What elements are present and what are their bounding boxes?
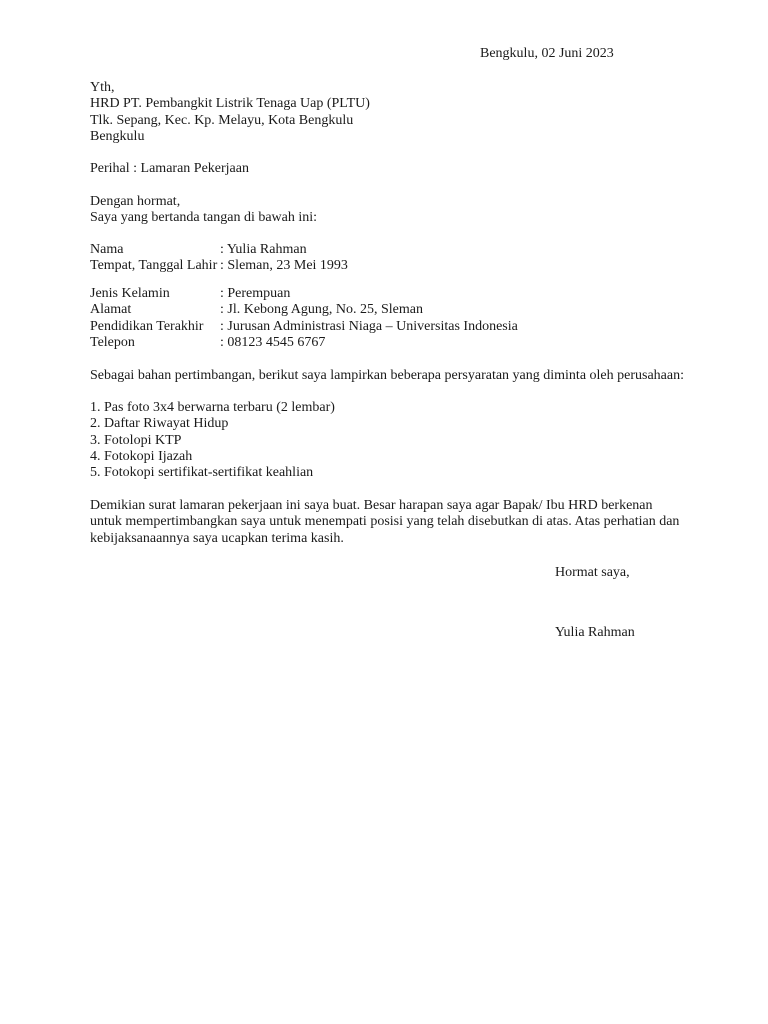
list-item: 2. Daftar Riwayat Hidup	[90, 416, 229, 432]
identity-table-2	[90, 286, 518, 351]
recipient-block	[90, 80, 370, 145]
identity-value: : 08123 4545 6767	[220, 334, 326, 350]
identity-row	[90, 335, 518, 351]
identity-value: : Sleman, 23 Mei 1993	[220, 258, 348, 274]
list-item: 3. Fotolopi KTP	[90, 432, 182, 448]
identity-row	[90, 302, 518, 318]
identity-key: Jenis Kelamin	[90, 286, 170, 301]
paragraph-line: untuk mempertimbangkan saya untuk menempati posisi yang telah disebutkan di atas. Atas perhatian dan	[90, 514, 680, 530]
identity-value: : Jl. Kebong Agung, No. 25, Sleman	[220, 302, 423, 318]
identity-key: Tempat, Tanggal Lahir	[90, 258, 218, 274]
identity-value: : Jurusan Administrasi Niaga – Universitas Indonesia	[220, 318, 518, 334]
paragraph-line: Demikian surat lamaran pekerjaan ini saya buat. Besar harapan saya agar Bapak/ Ibu HRD berkenan	[90, 498, 653, 513]
place-date: Bengkulu, 02 Juni 2023	[480, 46, 614, 61]
identity-key: Alamat	[90, 302, 132, 318]
recipient-line: Yth,	[90, 80, 115, 95]
attachments-list	[90, 400, 335, 481]
identity-row	[90, 286, 518, 302]
subject-line: Perihal : Lamaran Pekerjaan	[90, 161, 249, 176]
sign-off: Hormat saya,	[555, 565, 630, 580]
identity-key: Telepon	[90, 334, 135, 350]
identity-value: : Yulia Rahman	[220, 242, 307, 257]
recipient-line: Bengkulu	[90, 128, 145, 144]
intro-sentence: Saya yang bertanda tangan di bawah ini:	[90, 210, 318, 226]
identity-value: : Perempuan	[220, 286, 291, 301]
identity-row	[90, 242, 348, 258]
identity-row	[90, 319, 518, 335]
identity-key: Pendidikan Terakhir	[90, 318, 204, 334]
paragraph-line: kebijaksanaannya saya ucapkan terima kasih.	[90, 530, 344, 546]
recipient-line: Tlk. Sepang, Kec. Kp. Melayu, Kota Bengkulu	[90, 112, 354, 128]
list-item: 5. Fotokopi sertifikat-sertifikat keahlian	[90, 465, 314, 481]
identity-row	[90, 258, 348, 274]
attachments-intro: Sebagai bahan pertimbangan, berikut saya lampirkan beberapa persyaratan yang diminta oleh perusahaan:	[90, 368, 684, 383]
greeting-block	[90, 194, 317, 227]
list-item: 1. Pas foto 3x4 berwarna terbaru (2 lembar)	[90, 400, 335, 415]
identity-key: Nama	[90, 242, 124, 257]
identity-table-1	[90, 242, 348, 275]
signer-name: Yulia Rahman	[555, 625, 635, 640]
closing-paragraph	[90, 498, 690, 547]
recipient-line: HRD PT. Pembangkit Listrik Tenaga Uap (PLTU)	[90, 96, 370, 112]
list-item: 4. Fotokopi Ijazah	[90, 448, 193, 464]
greeting: Dengan hormat,	[90, 194, 181, 209]
